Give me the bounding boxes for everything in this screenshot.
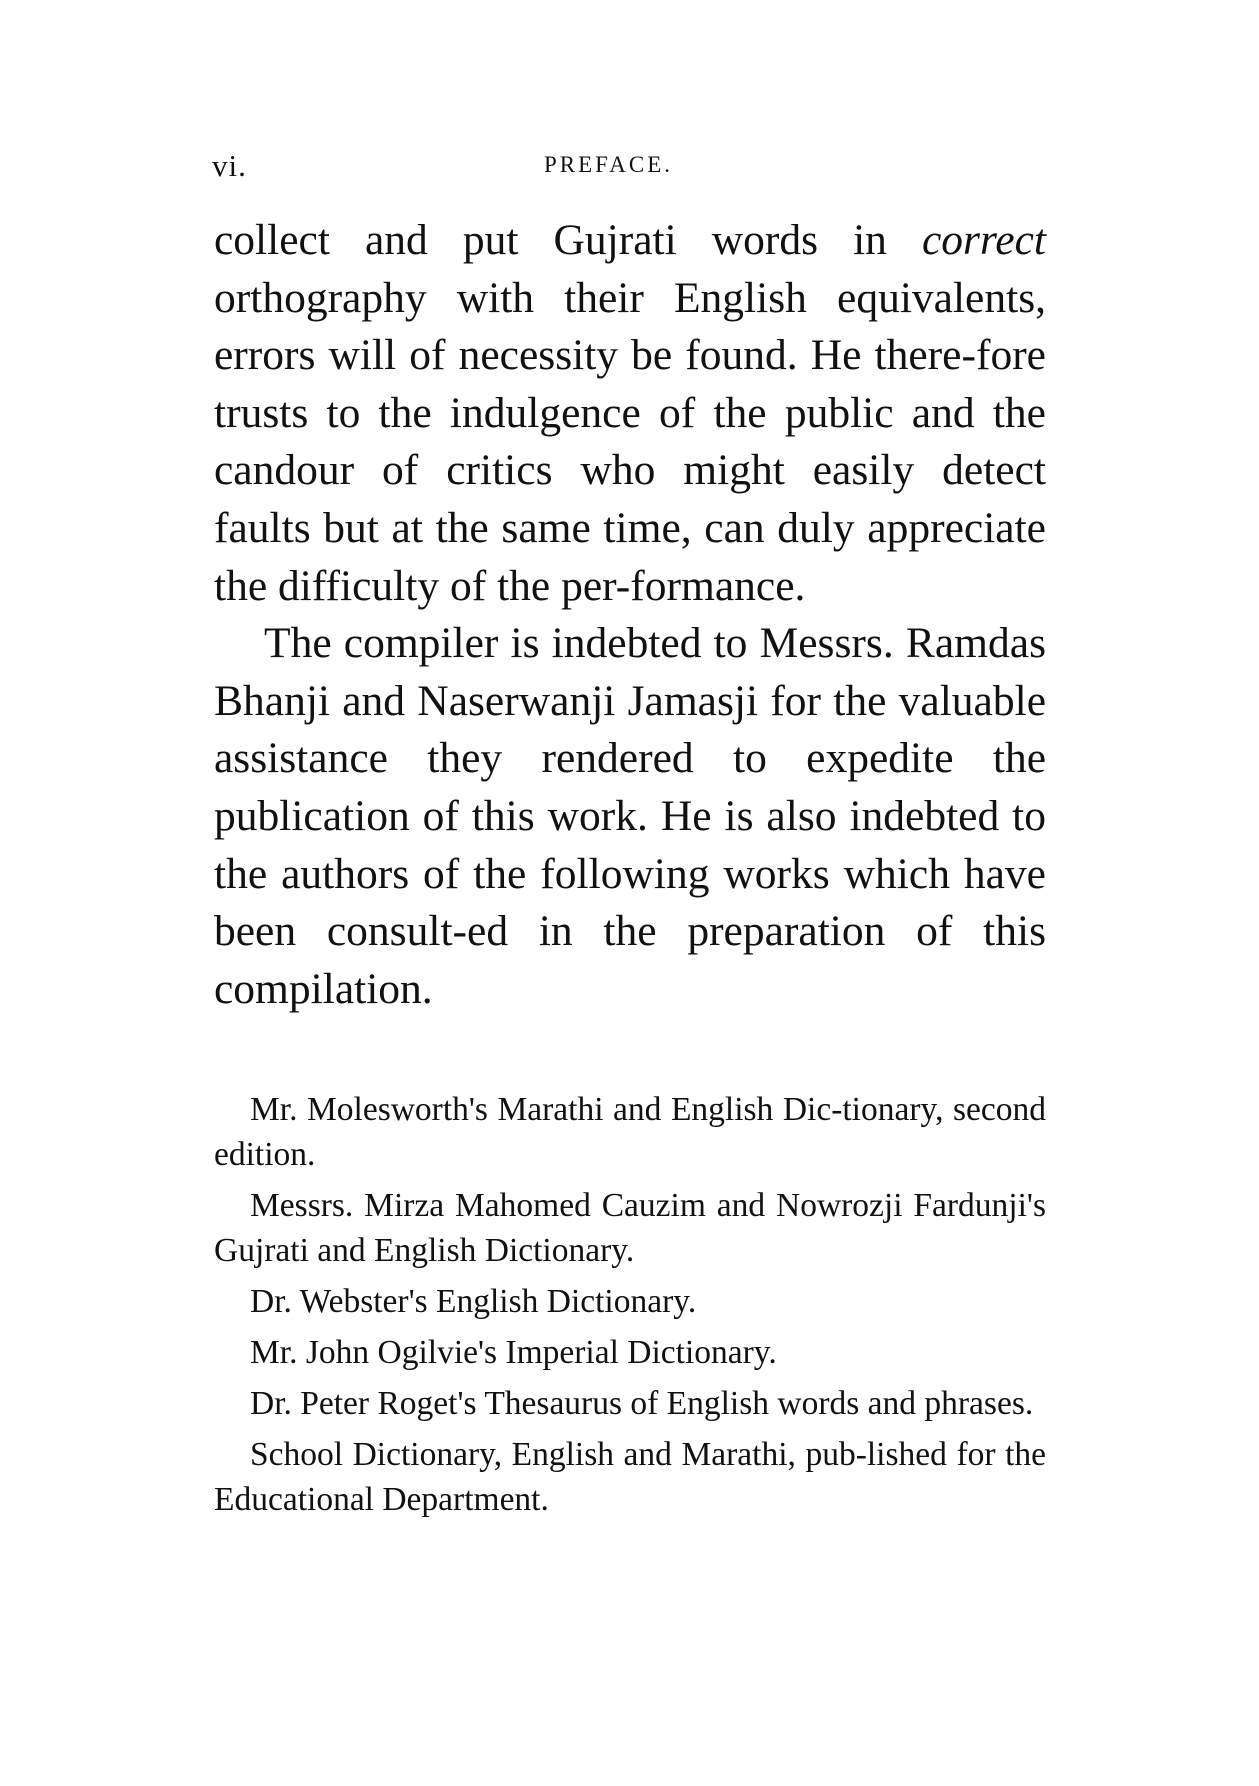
header-title: PREFACE.	[544, 152, 674, 177]
paragraph-1	[214, 212, 1046, 615]
paragraph-1-rest: orthography with their English equivalents, errors will of necessity be found. He there-fore trusts to the indulgence of the public and the candour of critics who might easily detect faults but at the same time, can duly appreciate the difficulty of the per-formance.	[214, 273, 1046, 610]
reference-item: School Dictionary, English and Marathi, pub-lished for the Educational Department.	[214, 1436, 1046, 1518]
paragraph-2: The compiler is indebted to Messrs. Ramdas Bhanji and Naserwanji Jamasji for the valuable assistance they rendered to expedite the publication of this work. He is also indebted to the authors of the following works which have been consult-ed in the preparation of this compilation.	[214, 619, 1046, 1013]
reference-item: Mr. John Ogilvie's Imperial Dictionary.	[250, 1334, 777, 1371]
preface-body	[214, 212, 1046, 1018]
reference-item: Dr. Webster's English Dictionary.	[250, 1283, 697, 1320]
running-header	[212, 148, 1046, 188]
reference-item: Dr. Peter Roget's Thesaurus of English words and phrases.	[250, 1385, 1034, 1422]
reference-item: Messrs. Mirza Mahomed Cauzim and Nowrozji Fardunji's Gujrati and English Dictionary.	[214, 1187, 1046, 1269]
paragraph-1-start: collect and put Gujrati words in	[214, 216, 922, 264]
paragraph-1-italic-word: correct	[921, 216, 1046, 264]
reference-item: Mr. Molesworth's Marathi and English Dic-tionary, second edition.	[214, 1091, 1046, 1173]
reference-list	[214, 1087, 1046, 1528]
page-number: vi.	[212, 148, 247, 183]
